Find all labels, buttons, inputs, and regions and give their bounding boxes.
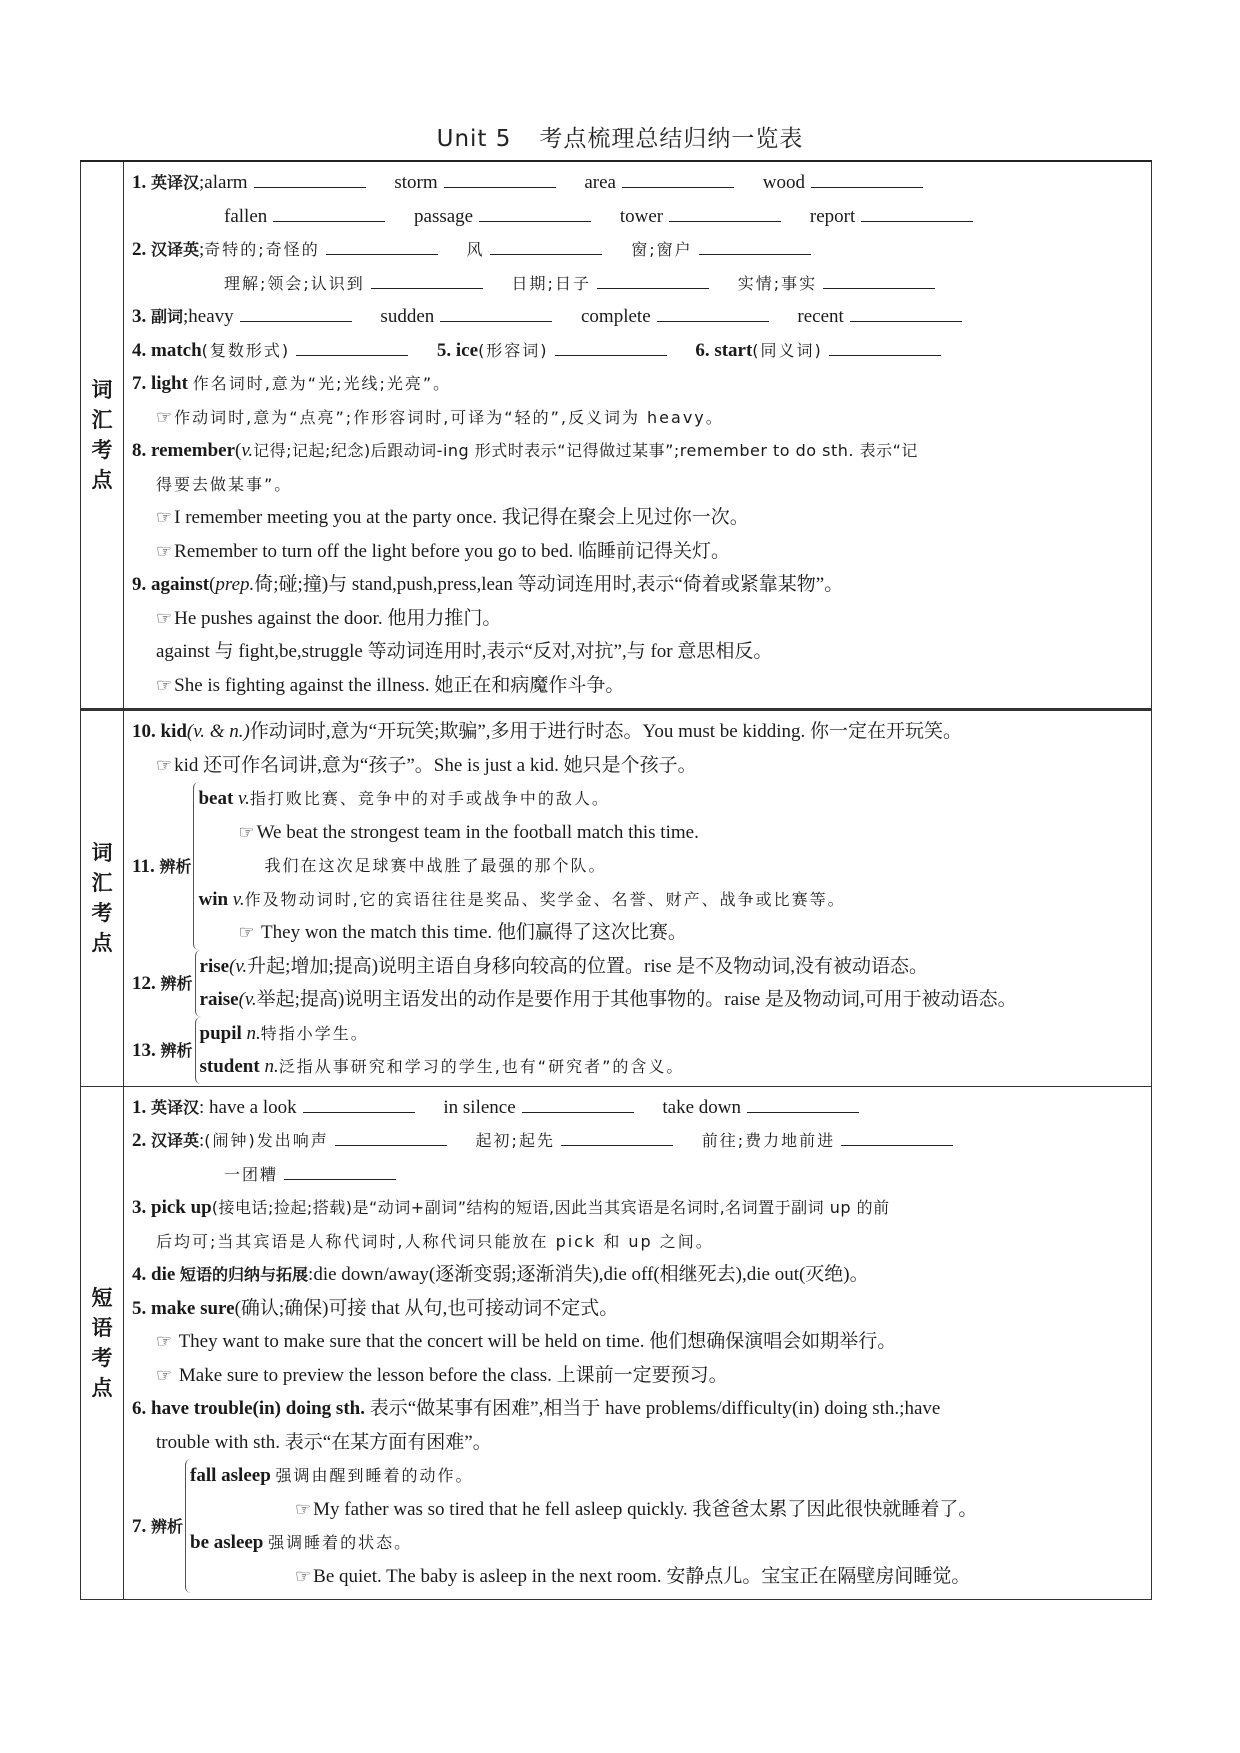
item-8-example-1 (132, 501, 1143, 535)
phrase-item-2-cn-to-en (132, 1124, 1143, 1158)
item-7-example (132, 401, 1143, 435)
example: Be quiet. The baby is asleep in the next room. 安静点儿。宝宝正在隔壁房间睡觉。 (313, 1565, 971, 1587)
answer-blank[interactable] (622, 169, 734, 188)
answer-blank[interactable] (522, 1094, 634, 1113)
answer-blank[interactable] (841, 1127, 953, 1146)
section-label-phrases (81, 1086, 124, 1600)
student-definition (200, 1050, 685, 1084)
item-heading: 汉译英 (151, 240, 200, 259)
word: 风 (466, 240, 485, 259)
item-number: 6. (695, 339, 710, 361)
description: 记得;记起;纪念)后跟动词-ing 形式时表示“记得做过某事”;remember to do sth. 表示“记 (253, 441, 918, 460)
keyword: pupil (199, 1022, 242, 1044)
keyword: have trouble(in) doing sth. (151, 1398, 365, 1419)
phrase: 起初;起先 (475, 1131, 555, 1150)
label-char: 词 (91, 377, 113, 402)
example: She is fighting against the illness. 她正在和病魔作斗争。 (174, 674, 625, 696)
pointing-hand-icon: ☞ (295, 1565, 312, 1587)
phrase: in silence (443, 1096, 516, 1118)
keyword: fall asleep (190, 1465, 271, 1486)
item-heading: 辨析 (159, 856, 192, 876)
word: report (809, 205, 856, 227)
phrase-item-6-cont (132, 1426, 1143, 1460)
answer-blank[interactable] (284, 1161, 396, 1180)
description: 作动词时,意为“开玩笑;欺骗”,多用于进行时态。You must be kidding. 你一定在开玩笑。 (249, 721, 963, 742)
answer-blank[interactable] (371, 270, 483, 289)
description: (确认;确保)可接 that 从句,也可接动词不定式。 (234, 1297, 619, 1319)
item-number: 2. (132, 1130, 147, 1151)
example: Remember to turn off the light before you go to bed. 临睡前记得关灯。 (174, 540, 730, 562)
items-4-5-6 (132, 334, 1143, 368)
item-11-beat-vs-win (132, 782, 1143, 950)
item-2-cn-to-en (132, 233, 1143, 267)
label-char: 点 (91, 467, 113, 492)
description: 指打败比赛、竞争中的对手或战争中的敌人。 (249, 789, 610, 808)
item-number: 1. (132, 1096, 147, 1118)
item-number: 11. (132, 855, 155, 877)
word: 窗;窗户 (631, 240, 693, 259)
answer-blank[interactable] (296, 337, 408, 356)
item-number: 13. (132, 1040, 156, 1061)
item-heading: 辨析 (160, 974, 193, 993)
keyword: student (199, 1056, 260, 1077)
rise-definition (200, 950, 1017, 984)
keyword: be asleep (190, 1532, 264, 1553)
item-12-rise-vs-raise (132, 950, 1143, 1017)
item-10-example (132, 749, 1143, 783)
example: We beat the strongest team in the football match this time. (256, 821, 699, 843)
word: sudden (380, 306, 435, 327)
beat-definition (198, 782, 845, 816)
item-number: 12. (132, 973, 156, 994)
answer-blank[interactable] (861, 203, 973, 222)
label-char: 语 (91, 1314, 113, 1340)
separator: : (199, 1130, 205, 1151)
label-char: 词 (91, 840, 113, 866)
keyword: against (151, 574, 210, 595)
example: Make sure to preview the lesson before the class. 上课前一定要预习。 (178, 1364, 728, 1386)
example: My father was so tired that he fell asleep quickly. 我爸爸太累了因此很快就睡着了。 (313, 1498, 978, 1520)
section-content-vocabulary-1 (124, 161, 1152, 710)
example: He pushes against the door. 他用力推门。 (174, 607, 502, 629)
item-8-remember: 8. remember(v.记得;记起;纪念)后跟动词-ing 形式时表示“记得做过某事”;remember to do sth. 表示“记 (132, 440, 918, 461)
description: 后均可;当其宾语是人称代词时,人称代词只能放在 pick 和 up 之间。 (156, 1231, 714, 1251)
answer-blank[interactable] (829, 337, 941, 356)
item-13-label (132, 1038, 195, 1062)
separator: ; (199, 172, 205, 193)
keyword: ice (455, 339, 479, 361)
keyword: remember (151, 440, 236, 461)
item-number: 4. (132, 1264, 147, 1285)
section-vocabulary-1 (81, 161, 1152, 710)
keyword: rise (199, 955, 230, 977)
description: 得要去做某事”。 (156, 474, 293, 494)
beat-example-cn (198, 849, 845, 883)
win-definition (198, 883, 845, 917)
pointing-hand-icon: ☞ (238, 922, 255, 943)
note: (复数形式) (201, 340, 291, 360)
description: 强调由醒到睡着的动作。 (275, 1466, 474, 1485)
item-heading: 辨析 (151, 1517, 184, 1536)
item-number: 10. (132, 721, 156, 742)
answer-blank[interactable] (747, 1094, 859, 1113)
description: trouble with sth. 表示“在某方面有困难”。 (156, 1431, 492, 1453)
word: area (584, 172, 616, 193)
phrase-item-6-have-trouble (132, 1392, 1143, 1426)
part-of-speech: n. (264, 1056, 279, 1077)
answer-blank[interactable] (303, 1094, 415, 1113)
item-number: 5. (436, 339, 452, 361)
keyword: kid (160, 721, 187, 742)
description: 作及物动词时,它的宾语往往是奖品、奖学金、名誉、财产、战争或比赛等。 (244, 889, 846, 909)
keyword: pick up (151, 1197, 212, 1218)
pupil-definition (200, 1017, 685, 1051)
item-heading: 副词 (151, 307, 184, 326)
separator: ; (199, 239, 205, 260)
part-of-speech: v. (241, 440, 254, 461)
word: 实情;事实 (737, 273, 818, 293)
note: (同义词) (752, 340, 823, 360)
word: recent (797, 306, 844, 327)
section-label-vocabulary-1 (81, 161, 124, 710)
phrase-item-1-en-to-cn (132, 1091, 1143, 1125)
description: 倚;碰;撞)与 stand,push,press,lean 等动词连用时,表示“倚着或紧靠某物”。 (254, 574, 844, 595)
separator: : (199, 1096, 205, 1118)
item-2-row-2 (132, 267, 1143, 301)
word: alarm (204, 172, 248, 193)
item-9-example-1 (132, 602, 1143, 636)
part-of-speech: v. (232, 888, 245, 910)
part-of-speech: v. (238, 788, 250, 809)
beat-example-en (198, 816, 845, 850)
fall-asleep-example (190, 1493, 977, 1527)
unit-label: Unit 5 (436, 126, 512, 152)
pointing-hand-icon: ☞ (156, 674, 173, 696)
description: 强调睡着的状态。 (268, 1533, 413, 1552)
example-translation: 我们在这次足球赛中战胜了最强的那个队。 (264, 856, 607, 875)
item-number: 3. (132, 1197, 147, 1218)
answer-blank[interactable] (490, 236, 602, 255)
description: 特指小学生。 (260, 1023, 369, 1043)
word: heavy (188, 306, 234, 327)
answer-blank[interactable] (555, 337, 667, 356)
word: passage (414, 205, 474, 227)
summary-table (80, 160, 1152, 1600)
item-number: 5. (132, 1297, 147, 1319)
item-number: 7. (132, 373, 147, 394)
title-text: 考点梳理总结归纳一览表 (539, 126, 804, 152)
keyword: win (198, 888, 229, 910)
label-char: 点 (91, 1374, 113, 1400)
item-number: 1. (132, 172, 147, 193)
item-11-label (132, 854, 193, 878)
answer-blank[interactable] (326, 236, 438, 255)
item-8-desc-cont (132, 468, 1143, 502)
item-number: 3. (132, 306, 147, 327)
phrase-item-4-die (132, 1258, 1143, 1292)
answer-blank[interactable] (440, 303, 552, 322)
section-phrases (81, 1086, 1152, 1600)
answer-blank[interactable] (444, 169, 556, 188)
description: against 与 fight,be,struggle 等动词连用时,表示“反对,对抗”,与 for 意思相反。 (156, 641, 773, 662)
section-content-phrases (124, 1086, 1152, 1600)
answer-blank[interactable] (823, 270, 935, 289)
item-8-example-2 (132, 535, 1143, 569)
pointing-hand-icon: ☞ (295, 1498, 312, 1520)
separator: ; (183, 306, 189, 327)
item-9-against: 9. against(prep.倚;碰;撞)与 stand,push,press,lean 等动词连用时,表示“倚着或紧靠某物”。 (132, 574, 844, 595)
item-number: 8. (132, 440, 147, 461)
phrase: (闹钟)发出响声 (204, 1131, 329, 1150)
word: wood (762, 172, 805, 193)
pointing-hand-icon: ☞ (156, 406, 173, 428)
pointing-hand-icon: ☞ (156, 607, 173, 629)
description: 作名词时,意为“光;光线;光亮”。 (192, 374, 452, 393)
pointing-hand-icon: ☞ (156, 1331, 173, 1352)
description: 表示“做某事有困难”,相当于 have problems/difficulty(in) doing sth.;have (369, 1398, 941, 1419)
brace-content (185, 1459, 977, 1593)
brace-content (193, 782, 845, 950)
keyword: make sure (151, 1297, 235, 1319)
phrase-item-7-asleep (132, 1459, 1143, 1593)
item-3-adverb (132, 300, 1143, 334)
phrase-item-5-example-2 (132, 1359, 1143, 1393)
answer-blank[interactable] (699, 236, 811, 255)
phrase-item-3-pick-up (132, 1191, 1143, 1225)
item-1-en-to-cn (132, 166, 1143, 200)
item-number: 6. (132, 1398, 147, 1419)
item-1-row-2 (132, 200, 1143, 234)
answer-blank[interactable] (254, 169, 366, 188)
section-content-vocabulary-2 (124, 710, 1152, 1087)
label-char: 点 (91, 930, 113, 956)
phrase-item-2-row-2 (132, 1158, 1143, 1192)
item-heading: 英译汉 (151, 1097, 200, 1117)
part-of-speech: prep. (215, 574, 255, 595)
label-char: 考 (91, 437, 113, 462)
item-heading: 英译汉 (151, 173, 200, 192)
answer-blank[interactable] (669, 203, 781, 222)
pointing-hand-icon: ☞ (156, 540, 173, 562)
item-7-light (132, 367, 1143, 401)
pointing-hand-icon: ☞ (238, 821, 255, 843)
description: :die down/away(逐渐变弱;逐渐消失),die off(相继死去),die out(灭绝)。 (308, 1264, 869, 1285)
item-9-example-2 (132, 669, 1143, 703)
pointing-hand-icon: ☞ (156, 754, 173, 776)
example: 作动词时,意为“点亮”;作形容词时,可译为“轻的”,反义词为 heavy。 (174, 407, 724, 427)
note: (形容词) (478, 340, 549, 360)
be-asleep-example (190, 1560, 977, 1594)
phrase-item-7-label (132, 1514, 185, 1538)
section-vocabulary-2 (81, 710, 1152, 1087)
keyword: die (151, 1264, 176, 1285)
phrase-item-5-example-1 (132, 1325, 1143, 1359)
example: I remember meeting you at the party once. 我记得在聚会上见过你一次。 (174, 507, 749, 528)
item-number: 7. (132, 1516, 147, 1537)
word: storm (394, 172, 438, 193)
pointing-hand-icon: ☞ (156, 1364, 173, 1386)
item-number: 9. (132, 574, 147, 595)
label-char: 考 (91, 900, 113, 926)
answer-blank[interactable] (561, 1127, 673, 1146)
item-number: 4. (132, 339, 147, 361)
part-of-speech: (v. (238, 989, 257, 1010)
phrase: have a look (209, 1096, 297, 1118)
example: They won the match this time. 他们赢得了这次比赛。 (261, 922, 687, 943)
item-heading: 短语的归纳与拓展 (180, 1265, 309, 1284)
word: complete (581, 306, 651, 327)
part-of-speech: n. (246, 1022, 261, 1044)
win-example (198, 916, 845, 950)
item-number: 2. (132, 239, 147, 260)
label-char: 汇 (91, 407, 113, 432)
answer-blank[interactable] (657, 303, 769, 322)
description: (接电话;捡起;搭载)是“动词+副词”结构的短语,因此当其宾语是名词时,名词置于副词 up 的前 (211, 1198, 890, 1217)
answer-blank[interactable] (273, 203, 385, 222)
section-label-vocabulary-2 (81, 710, 124, 1087)
part-of-speech: (v. (229, 955, 248, 977)
brace-content (195, 950, 1017, 1017)
word: tower (619, 205, 664, 227)
example: kid 还可作名词讲,意为“孩子”。She is just a kid. 她只是个孩子。 (174, 754, 697, 776)
phrase: 前往;费力地前进 (701, 1131, 836, 1150)
fall-asleep-definition (190, 1459, 977, 1493)
word: 奇特的;奇怪的 (204, 240, 320, 259)
phrase-item-5-make-sure (132, 1292, 1143, 1326)
page-title (0, 120, 1240, 153)
item-heading: 汉译英 (151, 1131, 200, 1150)
keyword: raise (199, 989, 239, 1010)
item-13-pupil-vs-student (132, 1017, 1143, 1084)
raise-definition (200, 983, 1017, 1017)
phrase: 一团糟 (224, 1164, 279, 1184)
example: They want to make sure that the concert will be held on time. 他们想确保演唱会如期举行。 (178, 1331, 897, 1352)
phrase-item-3-cont (132, 1225, 1143, 1259)
word: fallen (224, 205, 268, 227)
keyword: light (151, 373, 188, 394)
brace-content (195, 1017, 685, 1084)
answer-blank[interactable] (850, 303, 962, 322)
phrase: take down (662, 1096, 742, 1118)
word: 理解;领会;认识到 (224, 273, 365, 293)
answer-blank[interactable] (479, 203, 591, 222)
item-10-kid (132, 715, 1143, 749)
answer-blank[interactable] (240, 303, 352, 322)
description: 举起;提高)说明主语发出的动作是要作用于其他事物的。raise 是及物动词,可用于被动语态。 (256, 989, 1017, 1010)
item-9-desc-2 (132, 635, 1143, 669)
be-asleep-definition (190, 1526, 977, 1560)
keyword: beat (198, 788, 234, 809)
keyword: match (151, 339, 202, 361)
label-char: 汇 (91, 870, 113, 896)
part-of-speech: (v. & n.) (186, 721, 250, 742)
pointing-hand-icon: ☞ (156, 507, 173, 528)
description: 泛指从事研究和学习的学生,也有“研究者”的含义。 (278, 1057, 685, 1076)
item-12-label (132, 971, 195, 995)
answer-blank[interactable] (811, 169, 923, 188)
label-char: 考 (91, 1344, 113, 1370)
answer-blank[interactable] (597, 270, 709, 289)
item-heading: 辨析 (160, 1041, 193, 1060)
word: 日期;日子 (511, 273, 591, 293)
keyword: start (714, 339, 753, 361)
description: 升起;增加;提高)说明主语自身移向较高的位置。rise 是不及物动词,没有被动语态。 (247, 955, 928, 977)
label-char: 短 (91, 1284, 113, 1310)
answer-blank[interactable] (335, 1127, 447, 1146)
